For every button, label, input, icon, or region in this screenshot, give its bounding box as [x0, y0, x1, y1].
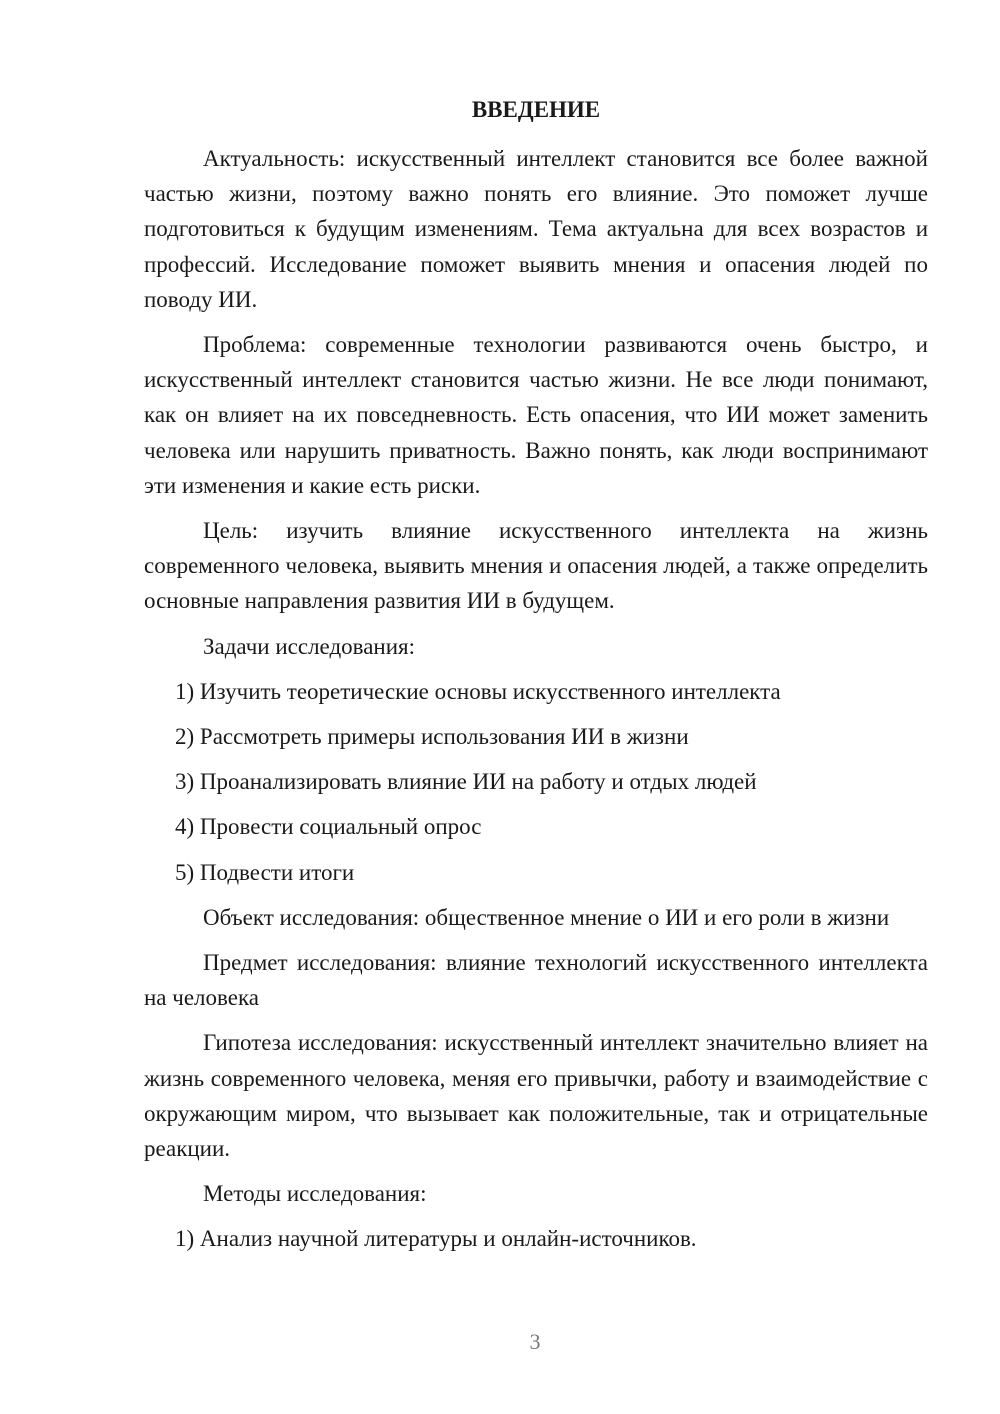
- object-paragraph: Объект исследования: общественное мнение о ИИ и его роли в жизни: [203, 904, 890, 930]
- task-item: 4) Провести социальный опрос: [175, 814, 482, 840]
- task-item: 5) Подвести итоги: [175, 859, 355, 885]
- problem-paragraph: Проблема: современные технологии развиваются очень быстро, и искусственный интеллект становится частью жизни. Не все люди понимают, как он влияет на их повседневность. Есть опасения, что ИИ может заменить человека или нарушить приватность. Важно понять, как люди воспринимают эти изменения и какие есть риски.: [144, 332, 928, 498]
- goal-paragraph: Цель: изучить влияние искусственного интеллекта на жизнь современного человека, выявить мнения и опасения людей, а также определить основные направления развития ИИ в будущем.: [144, 518, 928, 614]
- method-item: 1) Анализ научной литературы и онлайн-источников.: [175, 1226, 697, 1252]
- tasks-title: Задачи исследования:: [203, 633, 416, 659]
- methods-title: Методы исследования:: [203, 1181, 427, 1207]
- task-item: 2) Рассмотреть примеры использования ИИ в жизни: [175, 724, 689, 750]
- page-content: [144, 92, 928, 1267]
- hypothesis-paragraph: Гипотеза исследования: искусственный интеллект значительно влияет на жизнь современного человека, меняя его привычки, работу и взаимодействие с окружающим миром, что вызывает как положительные, так и отрицательные реакции.: [144, 1030, 928, 1162]
- task-item: 1) Изучить теоретические основы искусственного интеллекта: [175, 678, 781, 704]
- task-item: 3) Проанализировать влияние ИИ на работу и отдых людей: [175, 769, 757, 795]
- relevance-paragraph: Актуальность: искусственный интеллект становится все более важной частью жизни, поэтому важно понять его влияние. Это поможет лучше подготовиться к будущим изменениям. Тема актуальна для всех возрастов и профессий. Исследование поможет выявить мнения и опасения людей по поводу ИИ.: [144, 146, 928, 312]
- subject-paragraph: Предмет исследования: влияние технологий искусственного интеллекта на человека: [144, 950, 928, 1011]
- methods-list: [144, 1221, 928, 1256]
- page-number: 3: [529, 1329, 541, 1354]
- tasks-list: [144, 674, 928, 890]
- section-heading: ВВЕДЕНИЕ: [471, 97, 601, 122]
